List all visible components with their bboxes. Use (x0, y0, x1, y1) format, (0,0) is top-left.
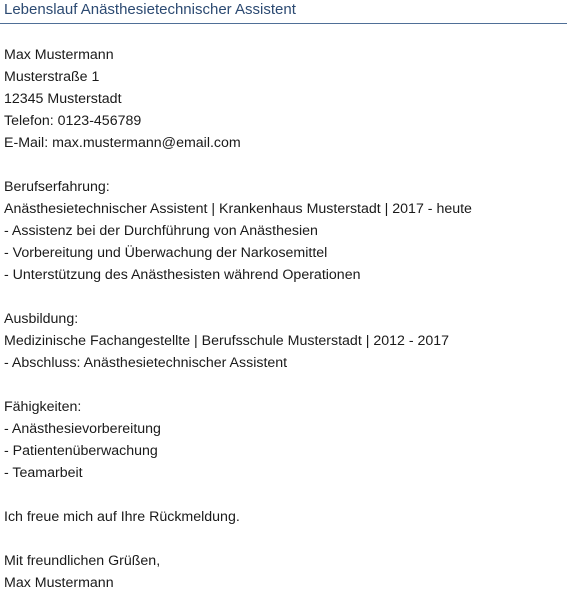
skill-item: - Patientenüberwachung (4, 443, 158, 459)
document-title: Lebenslauf Anästhesietechnischer Assistent (4, 1, 296, 18)
contact-block (4, 44, 563, 154)
experience-item: - Vorbereitung und Überwachung der Narkosemittel (4, 245, 328, 261)
contact-street: Musterstraße 1 (4, 69, 100, 85)
document-header (0, 0, 567, 24)
spacer (4, 286, 563, 308)
contact-city: 12345 Musterstadt (4, 91, 122, 107)
contact-email: E-Mail: max.mustermann@email.com (4, 135, 241, 151)
experience-section (4, 176, 563, 286)
spacer (4, 374, 563, 396)
closing-section (4, 506, 563, 594)
skills-section (4, 396, 563, 484)
education-program: Medizinische Fachangestellte | Berufsschule Musterstadt | 2012 - 2017 (4, 333, 450, 349)
education-item: - Abschluss: Anästhesietechnischer Assistent (4, 355, 288, 371)
experience-position: Anästhesietechnischer Assistent | Krankenhaus Musterstadt | 2017 - heute (4, 201, 472, 217)
experience-item: - Assistenz bei der Durchführung von Anästhesien (4, 223, 318, 239)
experience-item: - Unterstützung des Anästhesisten während Operationen (4, 267, 361, 283)
closing-signature: Max Mustermann (4, 575, 114, 591)
experience-heading: Berufserfahrung: (4, 179, 110, 195)
education-heading: Ausbildung: (4, 311, 79, 327)
title-underline (0, 23, 567, 24)
contact-name: Max Mustermann (4, 47, 114, 63)
skill-item: - Anästhesievorbereitung (4, 421, 161, 437)
spacer (4, 528, 563, 550)
spacer (4, 154, 563, 176)
education-section (4, 308, 563, 374)
skills-heading: Fähigkeiten: (4, 399, 82, 415)
skill-item: - Teamarbeit (4, 465, 83, 481)
closing-message: Ich freue mich auf Ihre Rückmeldung. (4, 509, 240, 525)
spacer (4, 484, 563, 506)
document-body (4, 44, 563, 594)
contact-phone: Telefon: 0123-456789 (4, 113, 142, 129)
closing-salutation: Mit freundlichen Grüßen, (4, 553, 161, 569)
